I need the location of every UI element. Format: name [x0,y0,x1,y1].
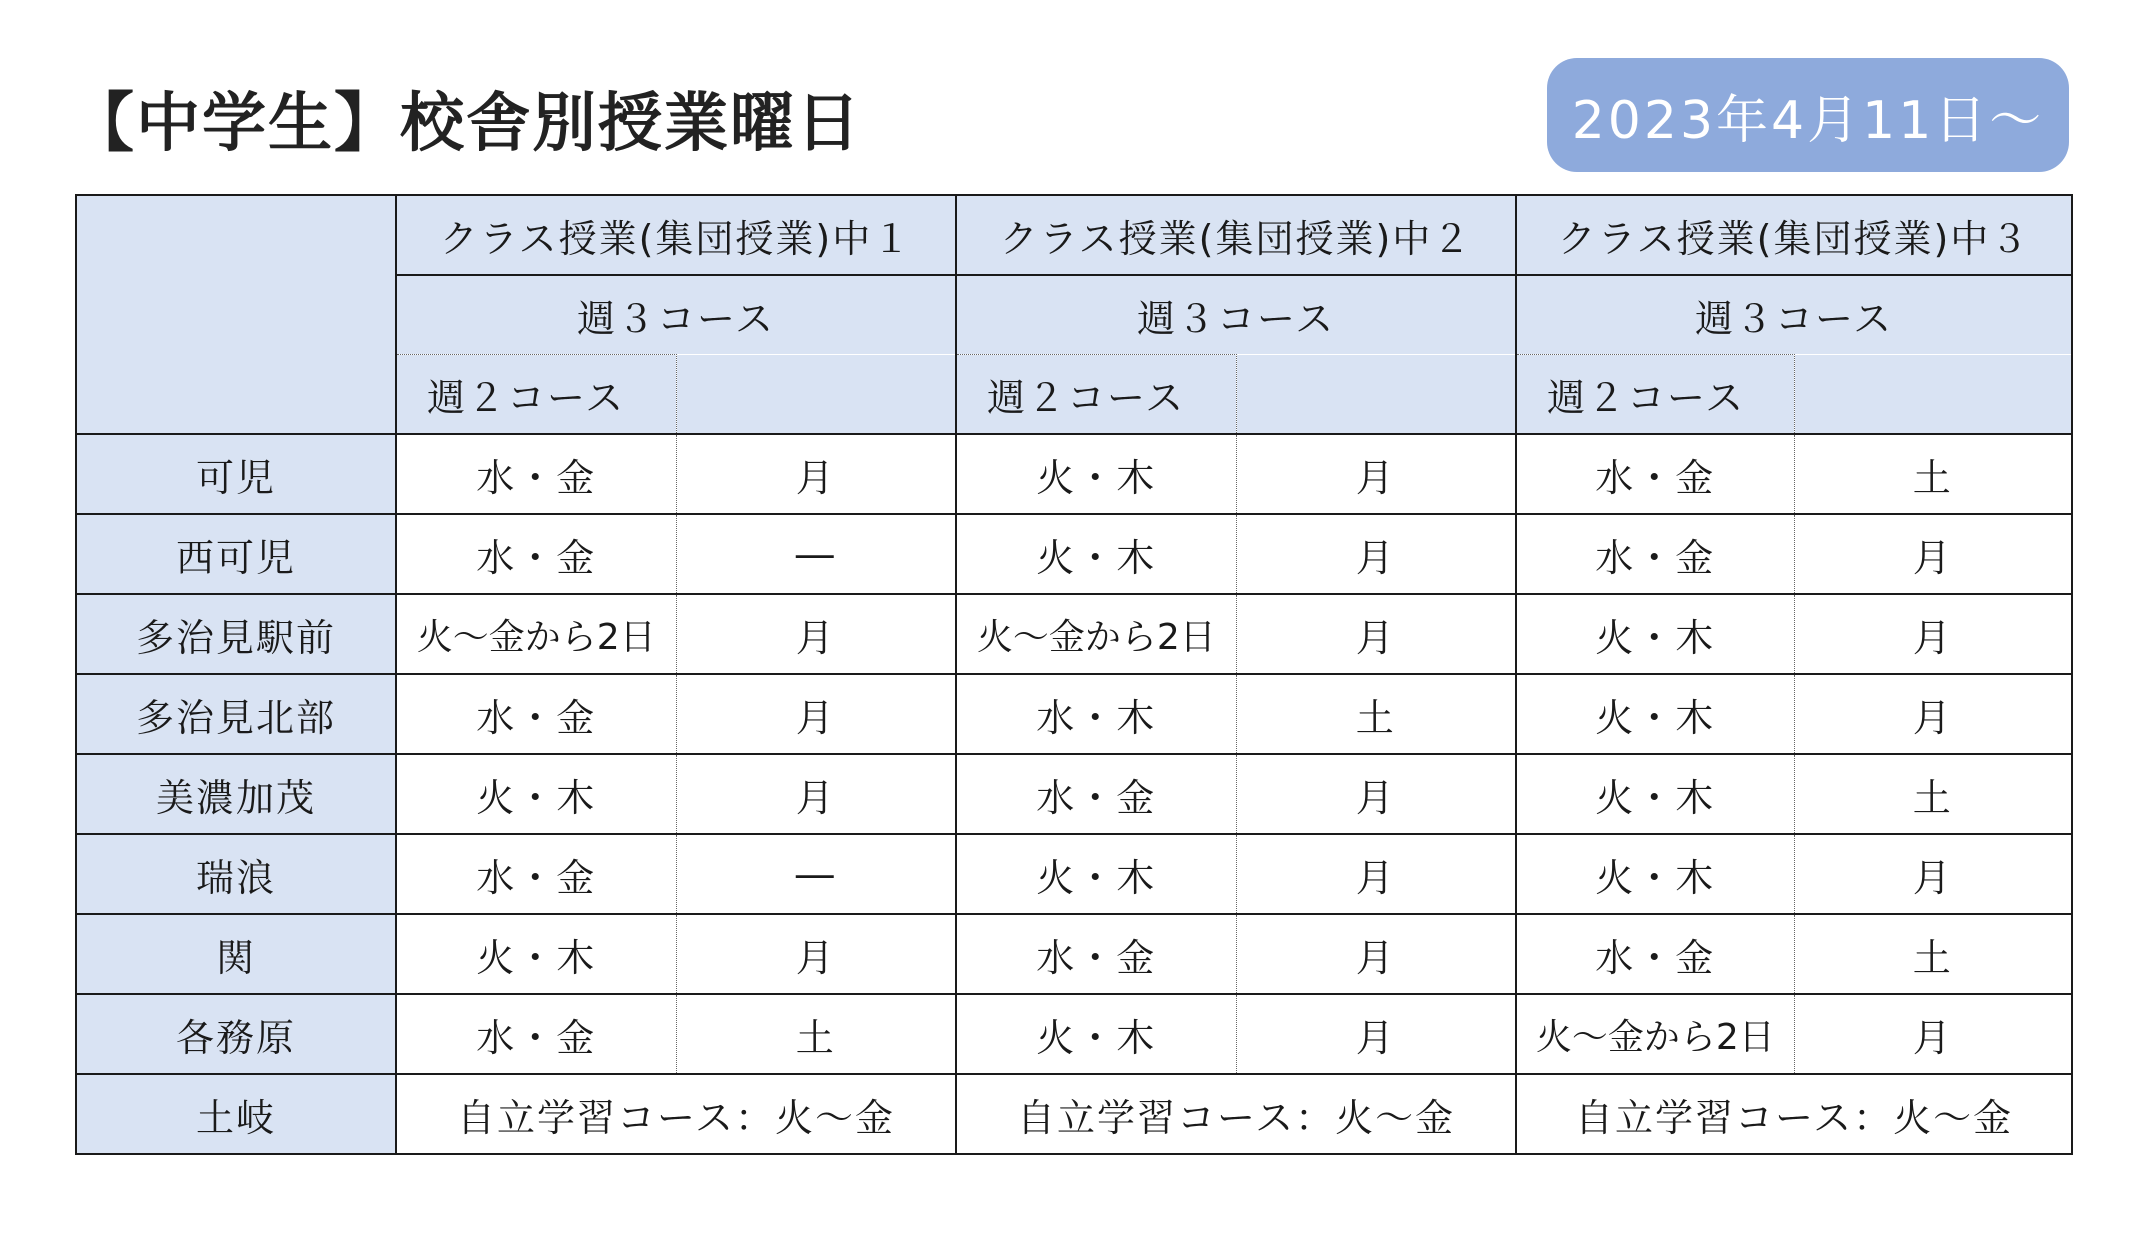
schedule-cell: 月 [1236,914,1516,994]
week3-fill-1 [676,355,956,435]
schedule-cell: 火・木 [396,754,676,834]
schedule-cell: 月 [1236,754,1516,834]
schedule-cell: 火・木 [956,434,1236,514]
week3-fill-3 [1794,355,2072,435]
schedule-cell: 火・木 [956,514,1236,594]
table-row [76,514,2072,594]
schedule-cell: 水・金 [1516,434,1794,514]
table-row [76,594,2072,674]
schedule-table [75,194,2073,1155]
schedule-cell: 火・木 [1516,754,1794,834]
corner-cell [76,195,396,434]
week3-header-3: 週３コース [1516,275,2072,355]
schedule-cell: 水・木 [956,674,1236,754]
schedule-cell: 土 [1236,674,1516,754]
school-name: 関 [76,914,396,994]
school-name: 多治見駅前 [76,594,396,674]
page-title: 【中学生】校舎別授業曜日 [70,87,862,161]
table-row [76,994,2072,1074]
schedule-cell: 水・金 [1516,914,1794,994]
date-badge: 2023年4月11日～ [1547,58,2069,172]
schedule-cell: 火・木 [1516,594,1794,674]
self-study-cell: 自立学習コース：火～金 [396,1074,956,1154]
group-header-3: クラス授業(集団授業)中３ [1516,195,2072,275]
schedule-cell: 月 [1794,994,2072,1074]
schedule-cell: 土 [676,994,956,1074]
schedule-cell: 土 [1794,914,2072,994]
table-row [76,434,2072,514]
schedule-cell: 月 [676,434,956,514]
schedule-cell: 火・木 [1516,674,1794,754]
schedule-cell: 月 [1236,834,1516,914]
schedule-cell: 土 [1794,754,2072,834]
schedule-cell: 火・木 [956,994,1236,1074]
group-header-2: クラス授業(集団授業)中２ [956,195,1516,275]
schedule-cell: 月 [676,914,956,994]
table-row [76,754,2072,834]
schedule-cell: 月 [676,754,956,834]
header-row-1 [76,195,2072,275]
week2-header-3: 週２コース [1516,355,1794,435]
group-header-1: クラス授業(集団授業)中１ [396,195,956,275]
table-row [76,674,2072,754]
schedule-cell: 水・金 [396,434,676,514]
schedule-cell: 月 [1236,514,1516,594]
schedule-cell: 火・木 [396,914,676,994]
school-name: 土岐 [76,1074,396,1154]
table-row [76,834,2072,914]
schedule-cell: 水・金 [1516,514,1794,594]
schedule-cell: 月 [676,594,956,674]
schedule-cell: 月 [1794,594,2072,674]
school-name: 各務原 [76,994,396,1074]
schedule-cell: 水・金 [396,994,676,1074]
week3-header-1: 週３コース [396,275,956,355]
school-name: 多治見北部 [76,674,396,754]
schedule-cell: 月 [1794,514,2072,594]
schedule-cell: 月 [1236,994,1516,1074]
week3-header-2: 週３コース [956,275,1516,355]
week2-header-1: 週２コース [396,355,676,435]
schedule-cell: 火～金から2日 [956,594,1236,674]
schedule-cell: ― [676,834,956,914]
schedule-cell: 水・金 [396,514,676,594]
school-name: 美濃加茂 [76,754,396,834]
week2-header-2: 週２コース [956,355,1236,435]
self-study-cell: 自立学習コース：火～金 [1516,1074,2072,1154]
table-row [76,914,2072,994]
schedule-cell: 水・金 [396,674,676,754]
schedule-cell: 火～金から2日 [1516,994,1794,1074]
schedule-cell: 月 [1236,434,1516,514]
self-study-cell: 自立学習コース：火～金 [956,1074,1516,1154]
schedule-cell: ― [676,514,956,594]
schedule-cell: 土 [1794,434,2072,514]
schedule-cell: 水・金 [956,754,1236,834]
schedule-cell: 火・木 [956,834,1236,914]
schedule-cell: 水・金 [396,834,676,914]
school-name: 西可児 [76,514,396,594]
schedule-cell: 月 [1794,834,2072,914]
schedule-cell: 月 [1794,674,2072,754]
week3-fill-2 [1236,355,1516,435]
schedule-cell: 火～金から2日 [396,594,676,674]
schedule-cell: 火・木 [1516,834,1794,914]
school-name: 瑞浪 [76,834,396,914]
table-row-self-study [76,1074,2072,1154]
school-name: 可児 [76,434,396,514]
schedule-cell: 水・金 [956,914,1236,994]
schedule-cell: 月 [1236,594,1516,674]
schedule-cell: 月 [676,674,956,754]
